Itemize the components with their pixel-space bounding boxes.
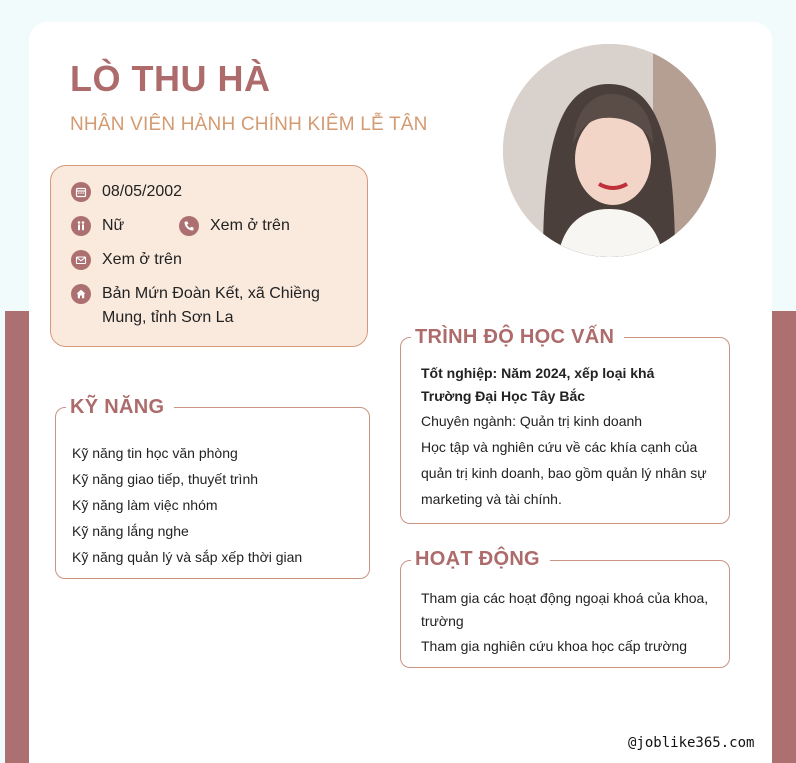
skills-section	[55, 407, 370, 579]
phone-value: Xem ở trên	[210, 217, 290, 234]
left-accent-band	[5, 311, 29, 763]
education-section	[400, 337, 730, 524]
profile-photo	[503, 44, 716, 257]
skill-item: Kỹ năng làm việc nhóm	[72, 497, 218, 513]
activities-title: HOẠT ĐỘNG	[411, 547, 550, 571]
skill-item: Kỹ năng tin học văn phòng	[72, 445, 238, 461]
address-text	[102, 282, 320, 330]
education-graduation: Tốt nghiệp: Năm 2024, xếp loại khá	[421, 365, 655, 381]
watermark: @joblike365.com	[628, 735, 755, 751]
address-row	[71, 282, 320, 330]
gender-icon	[71, 216, 91, 236]
skill-item: Kỹ năng giao tiếp, thuyết trình	[72, 471, 259, 487]
birthday-value: 08/05/2002	[102, 183, 183, 200]
education-desc-line-3: marketing và tài chính.	[421, 491, 562, 507]
address-line-1: Bản Mứn Đoàn Kết, xã Chiềng	[102, 285, 320, 302]
skill-item: Kỹ năng lắng nghe	[72, 523, 189, 539]
activities-content	[421, 587, 721, 659]
education-desc-line-2: quản trị kinh doanh, bao gồm quản lý nhân sự	[421, 465, 707, 481]
education-major: Chuyên ngành: Quản trị kinh doanh	[421, 413, 643, 429]
activity-item-1-line-2: trường	[421, 613, 464, 629]
activities-section	[400, 560, 730, 668]
gender-value: Nữ	[102, 217, 125, 234]
email-row	[71, 248, 182, 272]
gender-row	[71, 214, 124, 238]
calendar-icon	[71, 182, 91, 202]
skills-title: KỸ NĂNG	[66, 395, 174, 419]
education-title: TRÌNH ĐỘ HỌC VẤN	[411, 325, 624, 349]
birthday-row	[71, 180, 182, 204]
right-accent-band	[772, 311, 796, 763]
job-title: NHÂN VIÊN HÀNH CHÍNH KIÊM LỄ TÂN	[70, 114, 428, 135]
phone-row	[179, 214, 290, 238]
education-desc-line-1: Học tập và nghiên cứu về các khía cạnh của	[421, 439, 698, 455]
address-line-2: Mung, tỉnh Sơn La	[102, 309, 234, 326]
profile-photo-placeholder	[503, 44, 716, 257]
activity-item-1-line-1: Tham gia các hoạt động ngoại khoá của khoa,	[421, 590, 709, 606]
candidate-name: LÒ THU HÀ	[70, 58, 271, 99]
education-school: Trường Đại Học Tây Bắc	[421, 388, 586, 404]
activity-item-2: Tham gia nghiên cứu khoa học cấp trường	[421, 638, 688, 654]
education-content	[421, 362, 713, 512]
envelope-icon	[71, 250, 91, 270]
email-value: Xem ở trên	[102, 251, 182, 268]
phone-icon	[179, 216, 199, 236]
skill-item: Kỹ năng quản lý và sắp xếp thời gian	[72, 549, 303, 565]
home-icon	[71, 284, 91, 304]
